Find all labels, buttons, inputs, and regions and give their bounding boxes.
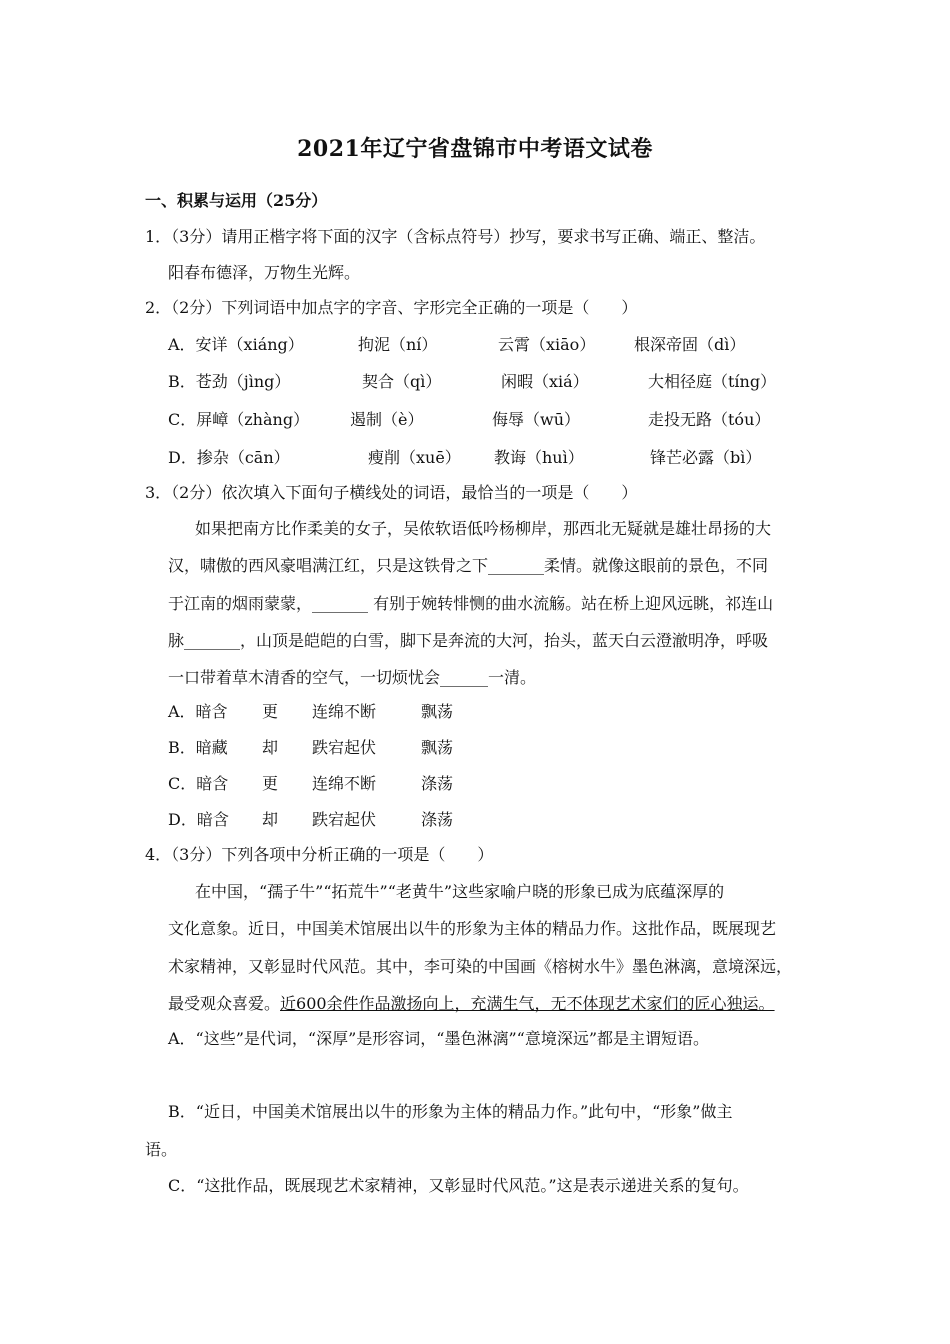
question-4-option-b-continued: 语。 [145, 1140, 178, 1159]
option-word: 大相径庭（tíng） [648, 372, 777, 391]
option-label: D．暗含 [168, 810, 229, 829]
option-word: 更 [262, 702, 279, 721]
option-word: 教诲（huì） [494, 448, 584, 467]
option-word: 涤荡 [421, 810, 454, 829]
option-word: 涤荡 [421, 774, 454, 793]
option-word: 飘荡 [421, 702, 454, 721]
question-2-stem: 2．（2分）下列词语中加点字的字音、字形完全正确的一项是（ ） [145, 298, 638, 317]
option-word: 却 [262, 738, 279, 757]
option-word: 根深帝固（dì） [634, 335, 746, 354]
question-3-passage-line: 汉，啸傲的西风豪唱满江红，只是这铁骨之下_______柔情。就像这眼前的景色，不同 [168, 556, 769, 575]
question-4-option-b: B．“近日，中国美术馆展出以牛的形象为主体的精品力作。”此句中，“形象”做主 [168, 1102, 733, 1121]
question-3-passage-line: 脉_______，山顶是皑皑的白雪，脚下是奔流的大河，抬头，蓝天白云澄澈明净，呼吸 [168, 631, 769, 650]
question-4-passage-line: 在中国，“孺子牛”“拓荒牛”“老黄牛”这些家喻户晓的形象已成为底蕴深厚的 [195, 882, 725, 901]
option-word: 瘦削（xuē） [368, 448, 461, 467]
option-word: 云霄（xiāo） [498, 335, 596, 354]
option-word: 侮辱（wū） [492, 410, 581, 429]
option-word: 连绵不断 [312, 702, 377, 721]
question-1-text: 阳春布德泽，万物生光辉。 [168, 263, 361, 282]
underlined-sentence: 近600余件作品激扬向上，充满生气，无不体现艺术家们的匠心独运。 [280, 994, 775, 1013]
question-1-stem: 1．（3分）请用正楷字将下面的汉字（含标点符号）抄写，要求书写正确、端正、整洁。 [145, 227, 766, 246]
question-4-stem: 4．（3分）下列各项中分析正确的一项是（ ） [145, 845, 494, 864]
question-4-option-a: A．“这些”是代词，“深厚”是形容词，“墨色淋漓”“意境深远”都是主谓短语。 [168, 1029, 709, 1048]
question-4-option-c: C．“这批作品，既展现艺术家精神，又彰显时代风范。”这是表示递进关系的复句。 [168, 1176, 749, 1195]
question-4-passage-line: 术家精神，又彰显时代风范。其中，李可染的中国画《榕树水牛》墨色淋漓，意境深远， [168, 957, 793, 976]
option-word: 契合（qì） [362, 372, 442, 391]
option-label: D．掺杂（cān） [168, 448, 290, 467]
question-4-passage-last-line [168, 994, 775, 1014]
passage-text: 最受观众喜爱。 [168, 994, 281, 1013]
question-3-passage-line: 于江南的烟雨蒙蒙，_______ 有别于婉转悱恻的曲水流觞。站在桥上迎风远眺，祁连山 [168, 594, 774, 613]
option-word: 锋芒必露（bì） [650, 448, 762, 467]
option-word: 闲暇（xiá） [501, 372, 589, 391]
option-label: C．屏嶂（zhàng） [168, 410, 310, 429]
option-word: 遏制（è） [350, 410, 424, 429]
option-label: A．安详（xiáng） [168, 335, 304, 354]
option-word: 拘泥（ní） [358, 335, 438, 354]
option-label: B．暗藏 [168, 738, 228, 757]
question-3-passage-line: 如果把南方比作柔美的女子，吴侬软语低吟杨柳岸，那西北无疑就是雄壮昂扬的大 [195, 519, 772, 538]
option-label: A．暗含 [168, 702, 228, 721]
question-4-passage-line: 文化意象。近日，中国美术馆展出以牛的形象为主体的精品力作。这批作品，既展现艺 [168, 919, 777, 938]
option-word: 跌宕起伏 [312, 810, 377, 829]
option-word: 飘荡 [421, 738, 454, 757]
page-title: 2021年辽宁省盘锦市中考语文试卷 [297, 136, 653, 162]
question-3-passage-line: 一口带着草木清香的空气，一切烦忧会______一清。 [168, 668, 537, 687]
option-word: 走投无路（tóu） [648, 410, 771, 429]
section-heading: 一、积累与运用（25分） [145, 191, 328, 210]
option-label: B．苍劲（jìng） [168, 372, 291, 391]
option-word: 跌宕起伏 [312, 738, 377, 757]
option-word: 更 [262, 774, 279, 793]
option-word: 连绵不断 [312, 774, 377, 793]
option-label: C．暗含 [168, 774, 229, 793]
option-word: 却 [262, 810, 279, 829]
question-3-stem: 3．（2分）依次填入下面句子横线处的词语，最恰当的一项是（ ） [145, 483, 638, 502]
